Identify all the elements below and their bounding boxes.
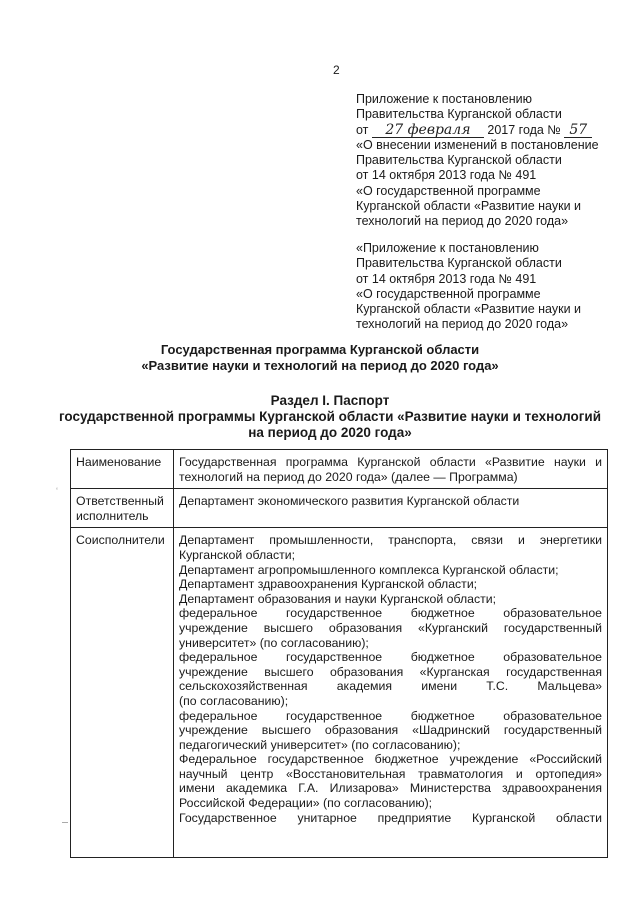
handwritten-date: 27 февраля: [372, 123, 484, 138]
coexecutor-line: (по согласованию);: [179, 693, 289, 708]
appendix2-line: «О государственной программе: [356, 286, 541, 301]
program-title: [60, 342, 580, 374]
coexecutor-line: федеральное государственное бюджетное образовательное: [179, 708, 602, 723]
appendix-line: Правительства Курганской области: [356, 107, 562, 122]
appendix2-line: от 14 октября 2013 года № 491: [356, 271, 537, 286]
coexecutor-line: Департамент здравоохранения Курганской области;: [179, 577, 478, 592]
appendix2-line: технологий на период до 2020 года»: [356, 317, 569, 332]
coexecutor-line: Департамент промышленности, транспорта, связи и энергетики: [179, 533, 602, 548]
table-row: [71, 489, 608, 528]
appendix-line: Курганской области «Развитие науки и: [356, 199, 582, 214]
appendix-line: от 14 октября 2013 года № 491: [356, 168, 537, 183]
passport-table: [70, 449, 608, 858]
original-appendix-header: [356, 241, 626, 333]
coexecutor-line: федеральное государственное бюджетное образовательное: [179, 606, 602, 621]
appendix-line: «О государственной программе: [356, 183, 541, 198]
coexecutor-line: Российской Федерации» (по согласованию);: [179, 796, 433, 811]
appendix-line: Приложение к постановлению: [356, 92, 532, 106]
section-title: [50, 393, 610, 441]
coexecutor-line: Департамент образования и науки Курганской области;: [179, 591, 497, 606]
coexecutor-line: учреждение высшего образования «Курганский государственный: [179, 620, 602, 635]
section-title-line: государственной программы Курганской области «Развитие науки и технологий: [58, 409, 602, 424]
coexecutor-line: учреждение высшего образования «Курганская государственная: [179, 664, 602, 679]
page-number: 2: [333, 63, 340, 77]
appendix-header: [356, 92, 626, 230]
program-title-line: Государственная программа Курганской области: [160, 342, 480, 357]
appendix2-line: «Приложение к постановлению: [356, 241, 539, 255]
coexecutor-line: педагогический университет» (по согласованию);: [179, 737, 461, 752]
handwritten-number: 57: [564, 123, 592, 138]
coexecutor-line: имени академика Г.А. Илизарова» Министерства здравоохранения: [179, 781, 602, 796]
coexecutor-line: научный центр «Восстановительная травматология и ортопедия»: [179, 766, 602, 781]
section-title-line: Раздел I. Паспорт: [270, 393, 390, 408]
coexecutor-line: федеральное государственное бюджетное образовательное: [179, 650, 602, 665]
appendix-date-middle: 2017 года №: [487, 122, 561, 137]
coexecutor-line: Департамент агропромышленного комплекса Курганской области;: [179, 562, 559, 577]
row-value: Департамент экономического развития Курганской области: [174, 489, 608, 528]
section-title-line: на период до 2020 года»: [248, 425, 412, 440]
appendix2-line: Правительства Курганской области: [356, 256, 562, 271]
coexecutor-line: университет» (по согласованию);: [179, 635, 369, 650]
table-row: [71, 528, 608, 858]
coexecutor-line: сельскохозяйственная академия имени Т.С. Мальцева»: [179, 679, 602, 694]
row-label: Соисполнители: [71, 528, 174, 858]
margin-mark: ʻ: [56, 486, 58, 496]
coexecutor-line: Государственное унитарное предприятие Курганской области: [179, 810, 602, 825]
row-value-coexecutors: [174, 528, 608, 858]
appendix-date-prefix: от: [356, 122, 369, 137]
appendix-line: «О внесении изменений в постановление: [356, 137, 599, 152]
coexecutor-line: Федеральное государственное бюджетное учреждение «Российский: [179, 752, 602, 767]
appendix2-line: Курганской области «Развитие науки и: [356, 302, 582, 317]
appendix-date-line: [356, 123, 626, 138]
table-row: [71, 450, 608, 489]
program-title-line: «Развитие науки и технологий на период до 2020 года»: [141, 358, 499, 373]
row-label: Ответственный исполнитель: [71, 489, 174, 528]
row-value: Государственная программа Курганской области «Развитие науки и технологий на период до 2020 года» (далее — Программа): [174, 450, 608, 489]
row-label: Наименование: [71, 450, 174, 489]
appendix-line: Правительства Курганской области: [356, 153, 562, 168]
coexecutor-line: учреждение высшего образования «Шадринский государственный: [179, 723, 602, 738]
appendix-line: технологий на период до 2020 года»: [356, 214, 569, 229]
coexecutor-line: Курганской области;: [179, 547, 296, 562]
margin-dash: [62, 822, 68, 823]
